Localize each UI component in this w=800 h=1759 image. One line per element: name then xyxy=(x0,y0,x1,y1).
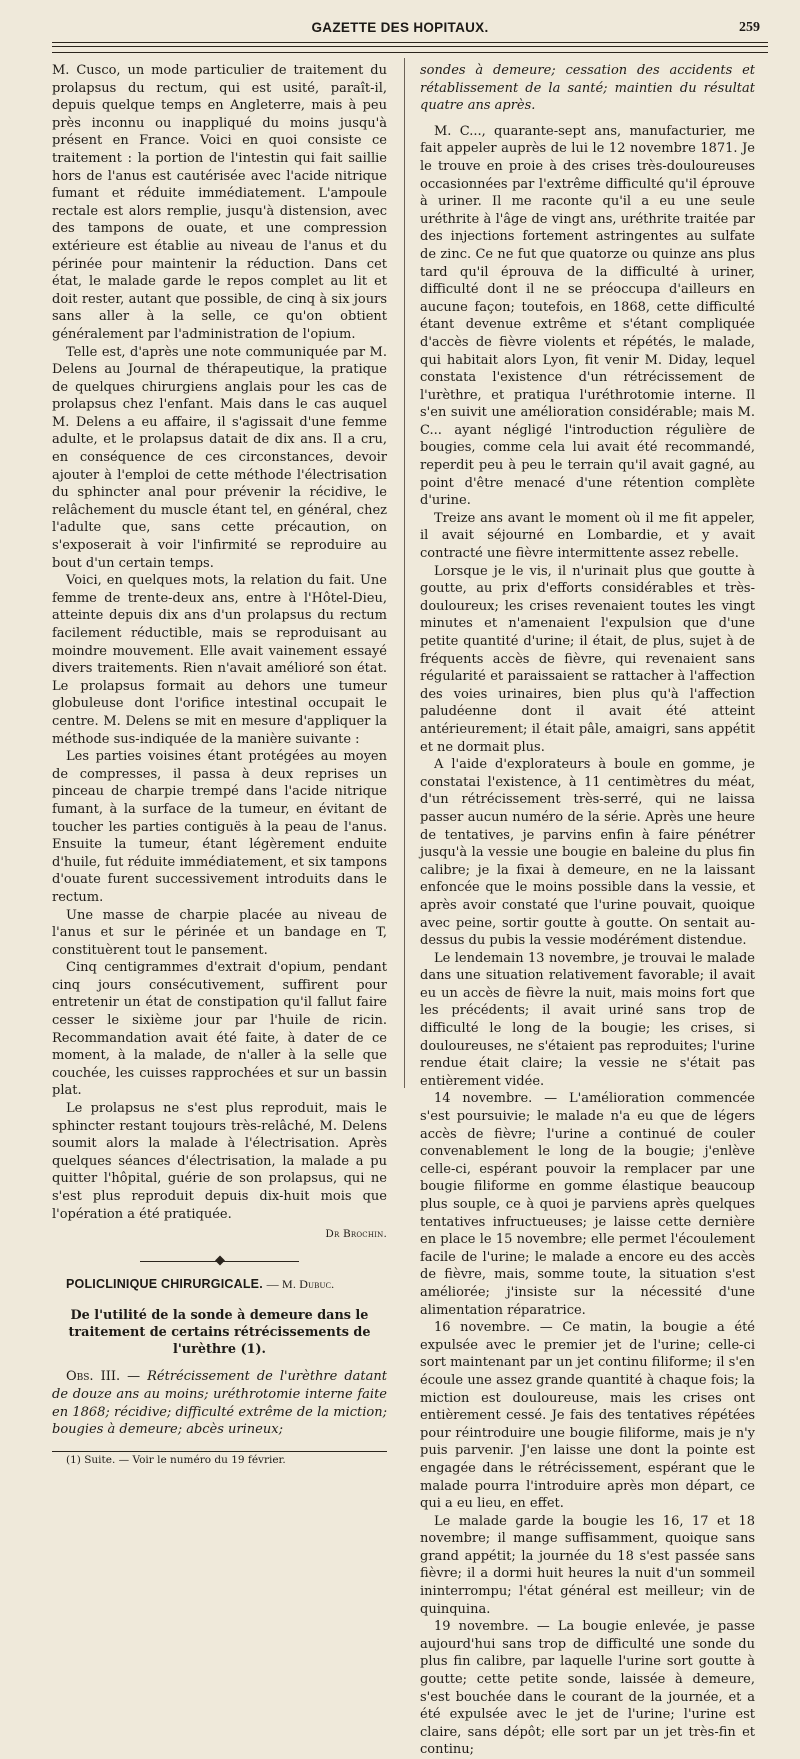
page-number: 259 xyxy=(739,20,760,35)
right-column xyxy=(420,62,755,1759)
section-heading xyxy=(52,1276,387,1294)
observation-label: Obs. III. xyxy=(66,1369,121,1385)
paragraph: M. C..., quarante-sept ans, manufacturier, me fait appeler auprès de lui le 12 novembre 1871. Je le trouve en proie à des crises très-douloureuses occasionnées par l'extrême difficulté qu'il éprouve à uriner. Il me raconte qu'il a eu une seule uréthrite à l'âge de vingt ans, uréthrite traitée par des injections fortement astringentes au sulfate de zinc. Ce ne fut que quatorze ou quinze ans plus tard qu'il éprouva de la difficulté à uriner, difficulté dont il ne se préoccupa d'ailleurs en aucune façon; toutefois, en 1868, cette difficulté étant devenue extrême et s'étant compliquée d'accès de fièvre violents et répétés, le malade, qui habitait alors Lyon, fit venir M. Diday, lequel constata l'existence d'un rétrécissement de l'urèthre, et pratiqua l'uréthrotomie interne. Il s'en suivit une amélioration considérable; mais M. C... ayant négligé l'introduction régulière de bougies, comme cela lui avait été recommandé, reperdit peu à peu le terrain qu'il avait gagné, au point d'être menacé d'une rétention complète d'urine. xyxy=(420,123,755,509)
masthead xyxy=(0,18,800,40)
observation-summary-continued xyxy=(420,62,755,115)
paragraph: Le lendemain 13 novembre, je trouvai le malade dans une situation relativement favorable; il avait eu un accès de fièvre la nuit, mais moins fort que les précédents; il avait uriné sans trop de difficulté le long de la bougie; les crises, si douloureuses, ne s'étaient pas reproduites; l'urine rendue était claire; la vessie ne s'était pas entièrement vidée. xyxy=(420,950,755,1089)
paragraph: sondes à demeure; cessation des accidents et rétablissement de la santé; maintien du résultat quatre ans après. xyxy=(420,63,755,114)
paragraph: 19 novembre. — La bougie enlevée, je passe aujourd'hui sans trop de difficulté une sonde du plus fin calibre, par laquelle l'urine sort goutte à goutte; cette petite sonde, laissée à demeure, s'est bouchée dans le courant de la journée, et a été expulsée avec le jet de l'urine; l'urine est claire, sans dépôt; elle sort par un jet très-fin et continu; xyxy=(420,1619,755,1758)
paragraph: Les parties voisines étant protégées au moyen de compresses, il passa à deux reprises un pinceau de charpie trempé dans l'acide nitrique fumant, à la surface de la tumeur, en évitant de toucher les parties contiguës à la peau de l'anus. Ensuite la tumeur, étant légèrement enduite d'huile, fut réduite immédiatement, et six tampons d'ouate furent successivement introduits dans le rectum. xyxy=(52,749,387,905)
section-title: POLICLINIQUE CHIRURGICALE. xyxy=(66,1276,263,1291)
observation-summary: Rétrécissement de l'urèthre datant de douze ans au moins; uréthrotomie interne faite en 1868; récidive; difficulté extrême de la miction; bougies à demeure; abcès urineux; xyxy=(52,1369,387,1438)
footnote: (1) Suite. — Voir le numéro du 19 février. xyxy=(66,1453,286,1466)
running-title: GAZETTE DES HOPITAUX. xyxy=(311,20,489,35)
header-rule-lower xyxy=(52,52,768,53)
article-title: De l'utilité de la sonde à demeure dans le traitement de certains rétrécissements de l'urèthre (1). xyxy=(68,1308,371,1358)
paragraph: M. Cusco, un mode particulier de traitement du prolapsus du rectum, qui est usité, paraît-il, depuis quelque temps en Angleterre, mais à peu près inconnu ou inappliqué du moins jusqu'à présent en France. Voici en quoi consiste ce traitement : la portion de l'intestin qui fait saillie hors de l'anus est cautérisée avec l'acide nitrique fumant et réduite immédiatement. L'ampoule rectale est alors remplie, jusqu'à distension, avec des tampons de ouate, et une compression extérieure est établie au niveau de l'anus et du périnée pour maintenir la réduction. Dans cet état, le malade garde le repos complet au lit et doit rester, autant que possible, de cinq à six jours sans aller à la selle, ce qu'on obtient généralement par l'administration de l'opium. xyxy=(52,63,387,342)
signature-line xyxy=(52,1225,387,1244)
paragraph: Voici, en quelques mots, la relation du fait. Une femme de trente-deux ans, entre à l'Hôtel-Dieu, atteinte depuis dix ans d'un prolapsus du rectum facilement réductible, mais se reproduisant au moindre mouvement. Elle avait vainement essayé divers traitements. Rien n'avait amélioré son état. Le prolapsus formait au dehors une tumeur globuleuse dont l'orifice intestinal occupait le centre. M. Delens se mit en mesure d'appliquer la méthode sus-indiquée de la manière suivante : xyxy=(52,573,387,747)
spacer xyxy=(420,115,755,123)
paragraph: 16 novembre. — Ce matin, la bougie a été expulsée avec le premier jet de l'urine; celle-ci sort maintenant par un jet continu filiforme; il s'en écoule une assez grande quantité à chaque fois; la miction est douloureuse, mais les crises ont entièrement cessé. Je fais des tentatives répétées pour réintroduire une bougie filiforme, mais je n'y puis parvenir. J'en laisse une dont la pointe est engagée dans le rétrécissement, espérant que le malade pourra l'introduire après mon départ, ce qui a eu lieu, en effet. xyxy=(420,1320,755,1512)
diamond-icon xyxy=(215,1255,225,1265)
observation-heading xyxy=(52,1368,387,1438)
signature: Dr Brochin. xyxy=(325,1228,387,1241)
paragraph: Le prolapsus ne s'est plus reproduit, mais le sphincter restant toujours très-relâché, M. Delens soumit alors la malade à l'électrisation. Après quelques séances d'électrisation, la malade a pu quitter l'hôpital, guérie de son prolapsus, qui ne s'est plus reproduit depuis dix-huit mois que l'opération a été pratiquée. xyxy=(52,1101,387,1222)
header-rule-thin xyxy=(52,46,768,47)
paragraph: A l'aide d'explorateurs à boule en gomme, je constatai l'existence, à 11 centimètres du méat, d'un rétrécissement très-serré, qui ne laissa passer aucun numéro de la série. Après une heure de tentatives, je parvins enfin à faire pénétrer jusqu'à la vessie une bougie en baleine du plus fin calibre; je la fixai à demeure, en ne la laissant enfoncée que le moins possible dans la vessie, et après avoir constaté que l'urine pouvait, quoique avec peine, sortir goutte à goutte. On sentait au-dessus du pubis la vessie modérément distendue. xyxy=(420,757,755,949)
header-rule-thick xyxy=(52,42,768,43)
section-ornament xyxy=(52,1256,387,1266)
column-divider xyxy=(404,58,405,1088)
paragraph: Telle est, d'après une note communiquée par M. Delens au Journal de thérapeutique, la pratique de quelques chirurgiens anglais pour les cas de prolapsus chez l'enfant. Mais dans le cas auquel M. Delens a eu affaire, il s'agissait d'une femme adulte, et le prolapsus datait de dix ans. Il a cru, en conséquence de ces circonstances, devoir ajouter à l'emploi de cette méthode l'électrisation du sphincter anal pour prévenir la récidive, le relâchement du muscle étant tel, en général, chez l'adulte que, sans cette précaution, on s'exposerait à voir l'infirmité se reproduire au bout d'un certain temps. xyxy=(52,344,387,571)
paragraph: Une masse de charpie placée au niveau de l'anus et sur le périnée et un bandage en T, constituèrent tout le pansement. xyxy=(52,907,387,958)
paragraph: Lorsque je le vis, il n'urinait plus que goutte à goutte, au prix d'efforts considérables et très-douloureux; les crises revenaient toutes les vingt minutes et n'amenaient l'expulsion que d'une petite quantité d'urine; il était, de plus, sujet à de fréquents accès de fièvre, qui revenaient sans régularité et paraissaient se rattacher à l'affection des voies urinaires, bien plus qu'à l'affection paludéenne dont il avait été atteint antérieurement; il était pâle, amaigri, sans appétit et ne dormait plus. xyxy=(420,563,755,755)
paragraph: Treize ans avant le moment où il me fit appeler, il avait séjourné en Lombardie, et y avait contracté une fièvre intermittente assez rebelle. xyxy=(420,510,755,562)
paragraph: Cinq centigrammes d'extrait d'opium, pendant cinq jours consécutivement, suffirent pour entretenir un état de constipation qu'il fallut faire cesser le sixième jour par l'huile de ricin. Recommandation avait été faite, à dater de ce moment, à la malade, de n'aller à la selle que couchée, les cuisses rapprochées et sur un bassin plat. xyxy=(52,960,387,1099)
left-column xyxy=(52,62,387,1469)
section-author: — M. Dubuc. xyxy=(266,1276,335,1291)
paragraph: Le malade garde la bougie les 16, 17 et 18 novembre; il mange suffisamment, quoique sans grand appétit; la journée du 18 s'est passée sans fièvre; il a dormi huit heures la nuit d'un sommeil ininterrompu; l'état général est meilleur; vin de quinquina. xyxy=(420,1513,755,1617)
observation-dash: — xyxy=(120,1369,148,1385)
paragraph: 14 novembre. — L'amélioration commencée s'est poursuivie; le malade n'a eu que de légers accès de fièvre; l'urine a continué de couler convenablement le long de la bougie; j'enlève celle-ci, espérant pouvoir la remplacer par une bougie filiforme en gomme élastique beaucoup plus souple, ce à quoi je parviens après quelques tentatives infructueuses; je laisse cette dernière en place le 15 novembre; elle permet l'écoulement facile de l'urine; le malade a encore eu des accès de fièvre, mais, somme toute, la situation s'est améliorée; j'insiste sur la nécessité d'une alimentation réparatrice. xyxy=(420,1091,755,1318)
